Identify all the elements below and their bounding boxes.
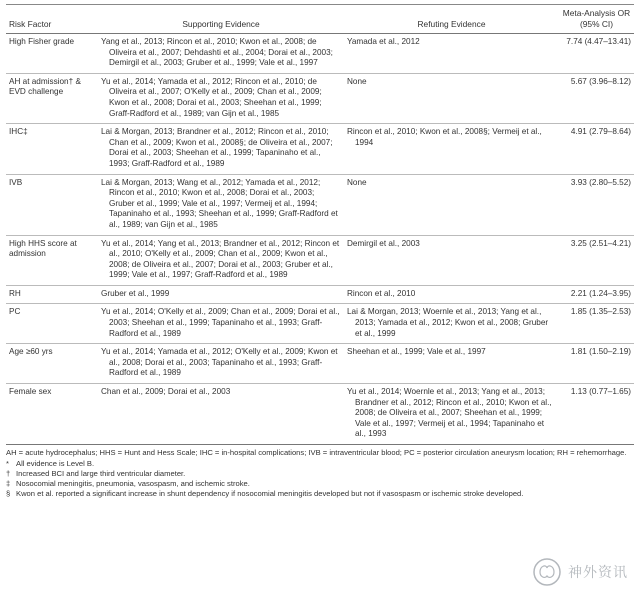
brain-logo-icon [532,557,562,587]
risk-factor-cell: IVB [9,177,23,187]
header-meta-analysis: Meta-Analysis OR (95% CI) [559,5,634,34]
risk-factor-cell: Female sex [9,387,52,397]
footnote [6,479,634,489]
refuting-evidence-cell: None [347,76,367,86]
watermark-text: 神外资讯 [568,565,628,581]
table-notes [6,448,634,499]
risk-factor-cell: PC [9,307,21,317]
odds-ratio-cell: 1.85 (1.35–2.53) [570,307,631,317]
risk-factor-cell: Age ≥60 yrs [9,347,53,357]
supporting-evidence-cell: Yang et al., 2013; Rincon et al., 2010; Kwon et al., 2008; de Oliveira et al., 2007; Dehdashti et al., 2004; Dorai et al., 2003; Demirgil et al., 2003; Gruber et al., 1999; Vale et al., 1997 [101,37,333,68]
header-supporting-evidence: Supporting Evidence [98,5,344,34]
header-refuting-evidence: Refuting Evidence [344,5,559,34]
table-row [6,124,634,174]
table-row [6,304,634,344]
refuting-evidence-cell: Demirgil et al., 2003 [347,238,420,248]
risk-factor-table [6,4,634,445]
document [6,4,634,499]
table-row [6,344,634,384]
supporting-evidence-cell: Yu et al., 2014; Yang et al., 2013; Brandner et al., 2012; Rincon et al., 2010; O'Kelly et al., 2009; Chan et al., 2009; Kwon et al., 2008; de Oliveira et al., 2007; Dorai et al., 2003; Gruber et al., 1999; Vale et al., 1997; Graff-Radford et al., 1989 [101,238,340,280]
odds-ratio-cell: 5.67 (3.96–8.12) [570,76,631,86]
supporting-evidence-cell: Yu et al., 2014; Yamada et al., 2012; O'Kelly et al., 2009; Kwon et al., 2008; Dorai et al., 2003; Tapaninaho et al., 1993; Graff-Radford et al., 1989 [101,347,338,378]
risk-factor-cell: IHC‡ [9,127,28,137]
refuting-evidence-cell: Sheehan et al., 1999; Vale et al., 1997 [347,347,486,357]
footnote-mark: ‡ [6,479,11,488]
supporting-evidence-cell: Lai & Morgan, 2013; Wang et al., 2012; Yamada et al., 2012; Rincon et al., 2010; Kwon et al., 2008; Dorai et al., 2003; Gruber et al., 1999; Vale et al., 1997; Vermeij et al., 1994; Tapaninaho et al., 1993; Sheehan et al., 1999; Graff-Radford et al., 1989; van Gijn et al., 1985 [101,177,338,229]
footnote-mark: † [6,469,11,478]
footnote [6,469,634,479]
table-row [6,174,634,235]
odds-ratio-cell: 3.25 (2.51–4.21) [570,238,631,248]
abbreviations-note: AH = acute hydrocephalus; HHS = Hunt and Hess Scale; IHC = in-hospital complications; IVB = intraventricular blood; PC = posterior circulation aneurysm location; RH = rehemorrhage. [6,448,627,457]
supporting-evidence-cell: Yu et al., 2014; Yamada et al., 2012; Rincon et al., 2010; de Oliveira et al., 2007; O'Kelly et al., 2009; Chan et al., 2009; Kwon et al., 2008; Dorai et al., 2003; Sheehan et al., 1999; Graff-Radford et al., 1989; van Gijn et al., 1985 [101,76,322,118]
supporting-evidence-cell: Lai & Morgan, 2013; Brandner et al., 2012; Rincon et al., 2010; Chan et al., 2009; Kwon et al., 2008§; de Oliveira et al., 2007; Dorai et al., 2003; Sheehan et al., 1999; Tapaninaho et al., 1993; Graff-Radford et al., 1989 [101,127,333,168]
footnote-text: Increased BCI and large third ventricular diameter. [16,469,186,478]
odds-ratio-cell: 4.91 (2.79–8.64) [570,127,631,137]
refuting-evidence-cell: Lai & Morgan, 2013; Woernle et al., 2013; Yang et al., 2013; Yamada et al., 2012; Kwon et al., 2008; Gruber et al., 1999 [347,307,549,338]
refuting-evidence-cell: None [347,177,367,187]
footnote [6,489,634,499]
table-row [6,34,634,74]
odds-ratio-cell: 1.81 (1.50–2.19) [570,347,631,357]
footnote-text: Kwon et al. reported a significant increase in shunt dependency if nosocomial meningitis developed but not if vasospasm or ischemic stroke developed. [16,489,524,498]
risk-factor-cell: High HHS score at admission [9,238,77,259]
table-row [6,285,634,304]
odds-ratio-cell: 7.74 (4.47–13.41) [566,37,631,46]
refuting-evidence-cell: Rincon et al., 2010 [347,288,416,298]
table-row [6,235,634,285]
table-header [6,5,634,34]
refuting-evidence-cell: Yu et al., 2014; Woernle et al., 2013; Yang et al., 2013; Brandner et al., 2012; Rincon et al., 2010; Kwon et al., 2008; de Oliveira et al., 2007; Sheehan et al., 1999; Vale et al., 1997; Vermeij et al., 1994; Tapaninaho et al., 1993 [347,387,552,439]
risk-factor-cell: High Fisher grade [9,37,75,46]
footnote-mark: § [6,489,11,498]
footnote-mark: * [6,459,9,468]
refuting-evidence-cell: Yamada et al., 2012 [347,37,420,46]
odds-ratio-cell: 2.21 (1.24–3.95) [570,288,631,298]
table-body [6,34,634,445]
footnote [6,459,634,469]
supporting-evidence-cell: Gruber et al., 1999 [101,288,170,298]
table-row [6,73,634,123]
supporting-evidence-cell: Yu et al., 2014; O'Kelly et al., 2009; Chan et al., 2009; Dorai et al., 2003; Sheehan et al., 1999; Tapaninaho et al., 1993; Graff-Radford et al., 1989 [101,307,340,338]
header-risk-factor: Risk Factor [6,5,98,34]
refuting-evidence-cell: Rincon et al., 2010; Kwon et al., 2008§; Vermeij et al., 1994 [347,127,542,147]
supporting-evidence-cell: Chan et al., 2009; Dorai et al., 2003 [101,387,231,397]
risk-factor-cell: AH at admission† & EVD challenge [9,76,81,97]
footnote-text: All evidence is Level B. [16,459,95,468]
odds-ratio-cell: 1.13 (0.77–1.65) [570,387,631,397]
odds-ratio-cell: 3.93 (2.80–5.52) [570,177,631,187]
watermark [532,557,628,587]
risk-factor-cell: RH [9,288,21,298]
footnote-text: Nosocomial meningitis, pneumonia, vasospasm, and ischemic stroke. [16,479,250,488]
table-row [6,384,634,445]
